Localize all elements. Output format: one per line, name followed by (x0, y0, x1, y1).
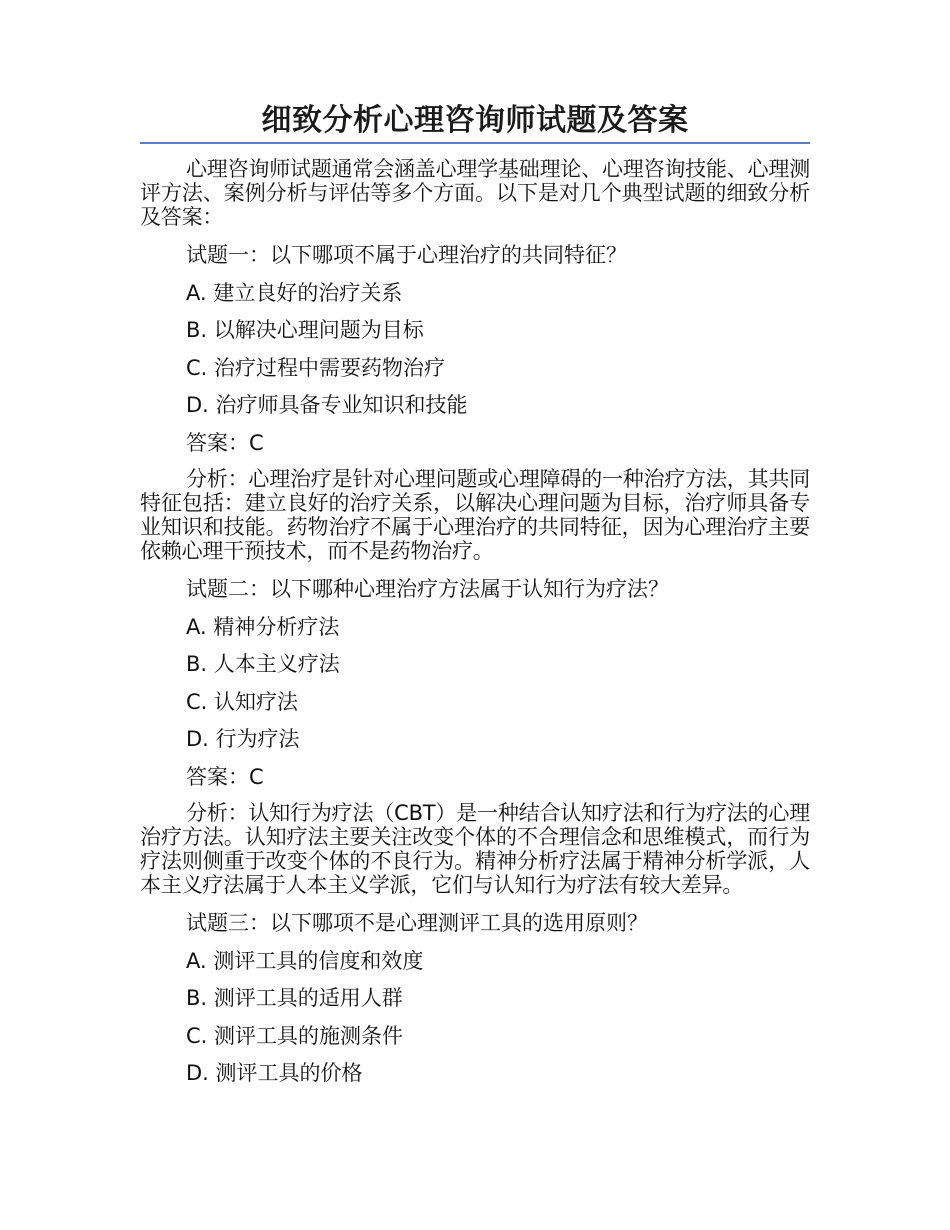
option-c: C. 测评工具的施测条件 (186, 1023, 404, 1048)
option-b: B. 以解决心理问题为目标 (186, 318, 424, 342)
analysis-paragraph: 分析：心理治疗是针对心理问题或心理障碍的一种治疗方法，其共同特征包括：建立良好的治疗关系，以解决心理问题为目标，治疗师具备专业知识和技能。药物治疗不属于心理治疗的共同特征，因为心理治疗主要依赖心理干预技术，而不是药物治疗。 (140, 467, 810, 563)
option-c: C. 治疗过程中需要药物治疗 (186, 355, 446, 380)
answer-text: 答案：C (186, 764, 264, 789)
document-body (140, 157, 810, 1098)
option-a: A. 测评工具的信度和效度 (186, 948, 424, 973)
title-bar (140, 98, 810, 144)
option-d: D. 行为疗法 (186, 727, 300, 751)
analysis-paragraph: 分析：认知行为疗法（CBT）是一种结合认知疗法和行为疗法的心理治疗方法。认知疗法主要关注改变个体的不合理信念和思维模式，而行为疗法则侧重于改变个体的不良行为。精神分析疗法属于精神分析学派，人本主义疗法属于人本主义学派，它们与认知行为疗法有较大差异。 (140, 801, 810, 897)
option-c: C. 认知疗法 (186, 689, 299, 714)
question-text: 试题二：以下哪种心理治疗方法属于认知行为疗法？ (186, 577, 669, 601)
answer-text: 答案：C (186, 430, 264, 455)
option-a: A. 精神分析疗法 (186, 614, 340, 639)
intro-paragraph: 心理咨询师试题通常会涵盖心理学基础理论、心理咨询技能、心理测评方法、案例分析与评估等多个方面。以下是对几个典型试题的细致分析及答案： (140, 157, 810, 229)
option-d: D. 测评工具的价格 (186, 1061, 363, 1085)
question-block-2 (140, 576, 810, 897)
question-block-3 (140, 910, 810, 1086)
option-d: D. 治疗师具备专业知识和技能 (186, 393, 468, 417)
option-b: B. 测评工具的适用人群 (186, 986, 403, 1010)
question-block-1 (140, 242, 810, 563)
question-text: 试题一：以下哪项不属于心理治疗的共同特征？ (186, 243, 627, 267)
question-text: 试题三：以下哪项不是心理测评工具的选用原则？ (186, 911, 648, 935)
option-a: A. 建立良好的治疗关系 (186, 280, 403, 305)
document-title: 细致分析心理咨询师试题及答案 (261, 103, 689, 138)
option-b: B. 人本主义疗法 (186, 652, 340, 676)
